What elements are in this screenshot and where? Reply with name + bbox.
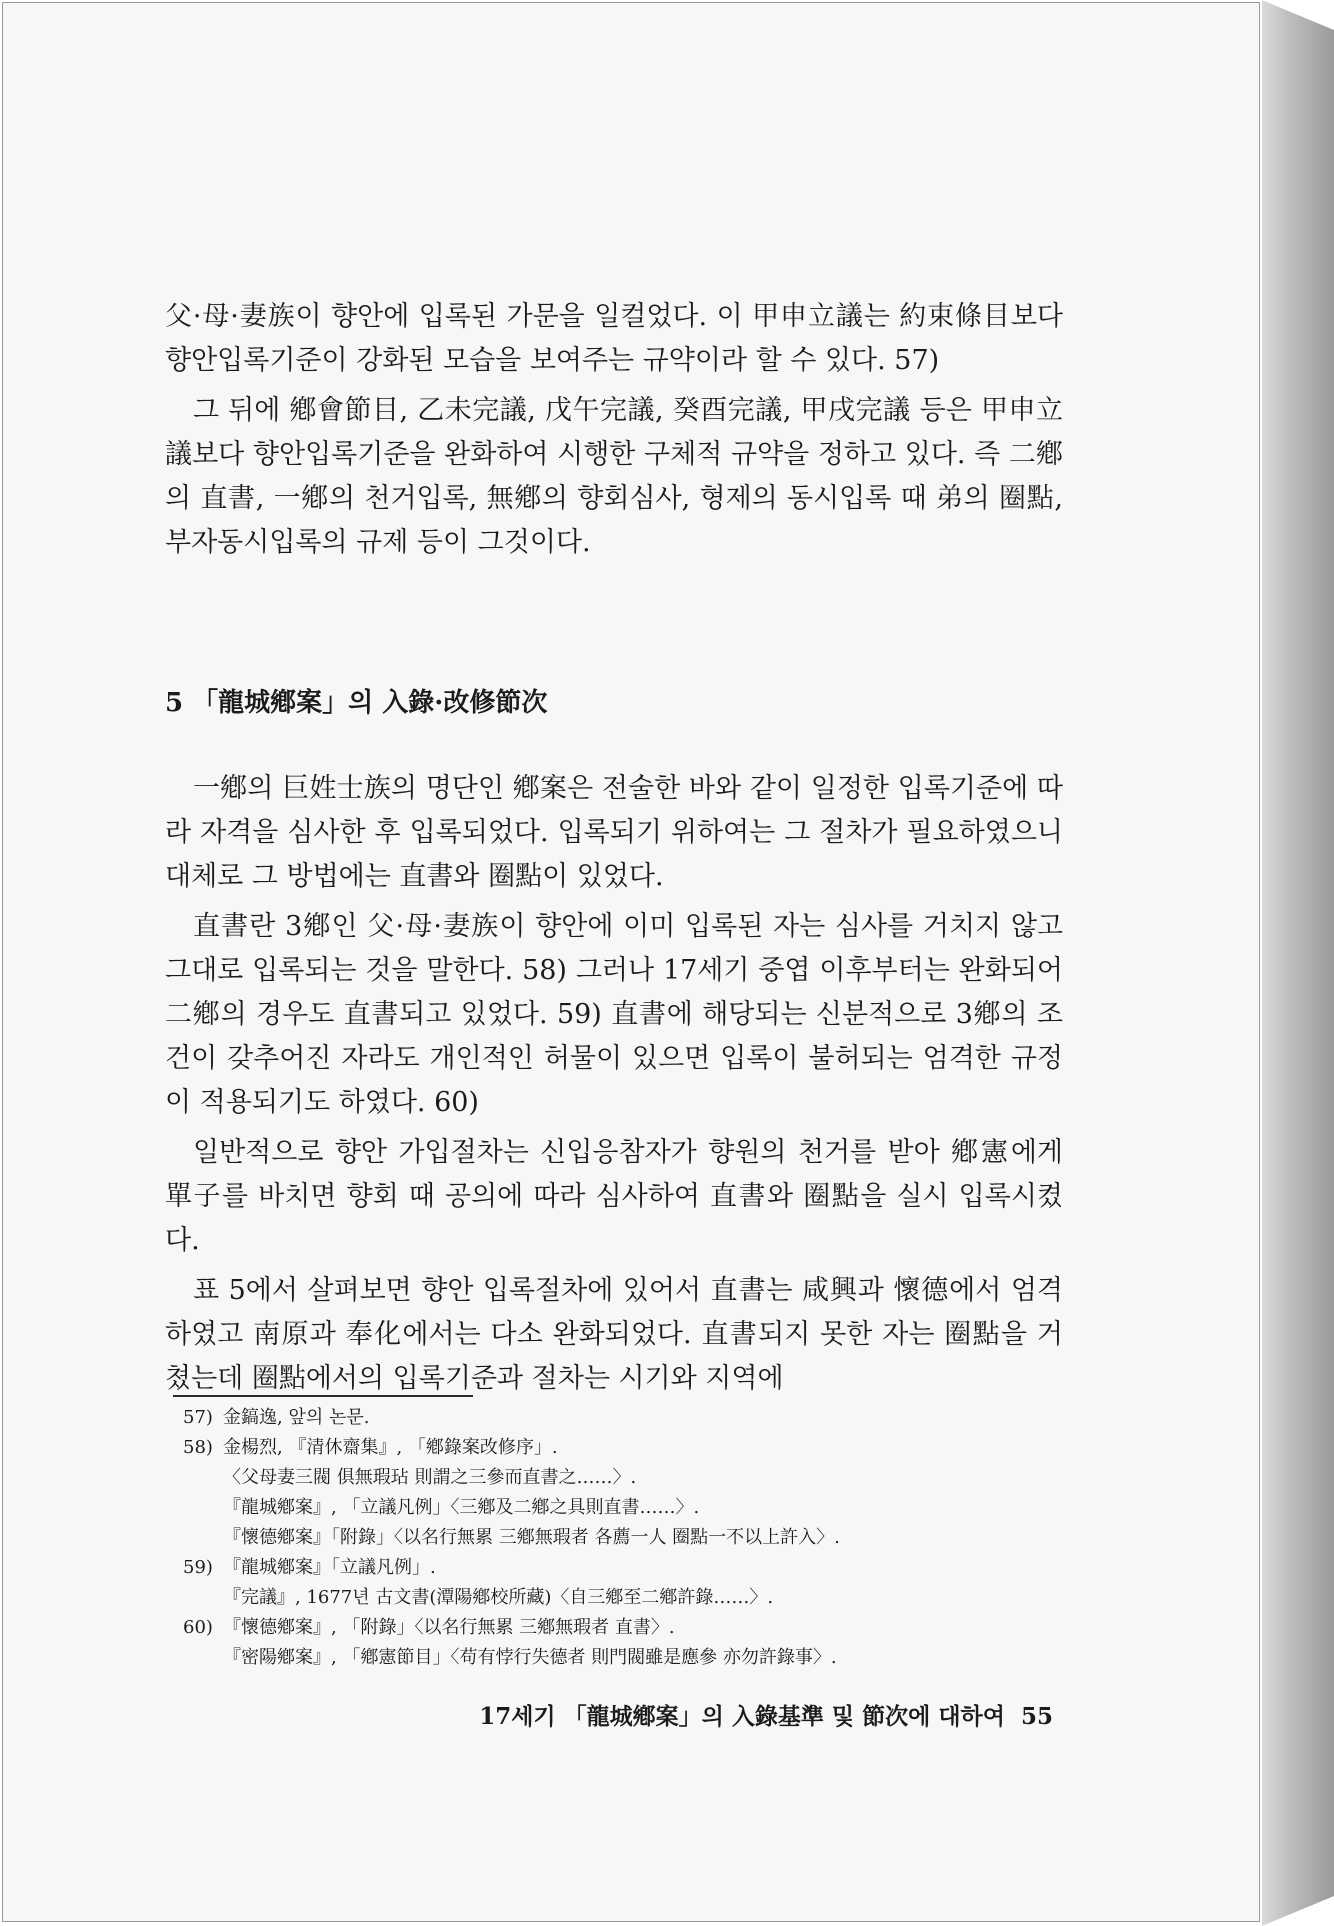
paragraph-3: 一鄕의 巨姓士族의 명단인 鄕案은 전술한 바와 같이 일정한 입록기준에 따라 자격을 심사한 후 입록되었다. 입록되기 위하여는 그 절차가 필요하였으니 대체로 그 방법에는 直書와 圈點이 있었다. — [165, 773, 1063, 892]
footnote-57: 57) 金鎬逸, 앞의 논문. — [183, 1407, 370, 1428]
book-edge-shadow — [1262, 0, 1334, 1926]
book-page — [2, 2, 1260, 1922]
footnote-58-line-2: 〈父母妻三閥 俱無瑕玷 則謂之三參而直書之……〉. — [223, 1467, 637, 1488]
footnote-58-line-4: 『懷德鄕案』「附錄」〈以名行無累 三鄕無瑕者 各薦一人 圈點一不以上許入〉. — [223, 1527, 840, 1548]
main-text-block — [165, 767, 1063, 1407]
running-footer — [423, 1699, 1053, 1735]
footnote-58: 58) 金楊烈, 『清休齋集』, 「鄕錄案改修序」. — [183, 1437, 558, 1458]
footnotes — [183, 1403, 1043, 1673]
footnote-60: 60) 『懷德鄕案』, 「附錄」〈以名行無累 三鄕無瑕者 直書〉. — [183, 1617, 675, 1638]
footnote-59: 59) 『龍城鄕案』「立議凡例」. — [183, 1557, 436, 1578]
section-heading: 5 「龍城鄕案」의 入錄·改修節次 — [165, 688, 548, 718]
page-number: 55 — [1020, 1703, 1053, 1730]
running-title: 17세기 「龍城鄕案」의 入錄基準 및 節次에 대하여 — [479, 1703, 1005, 1730]
paragraph-5: 일반적으로 향안 가입절차는 신입응참자가 향원의 천거를 받아 鄕憲에게 單子를 바치면 향회 때 공의에 따라 심사하여 直書와 圈點을 실시 입록시켰다. — [165, 1137, 1063, 1256]
footnote-58-line-3: 『龍城鄕案』, 「立議凡例」〈三鄕及二鄕之具則直書……〉. — [223, 1497, 700, 1518]
paragraph-2: 그 뒤에 鄕會節目, 乙未完議, 戊午完議, 癸酉完議, 甲戌完議 등은 甲申立議보다 향안입록기준을 완화하여 시행한 구체적 규약을 정하고 있다. 즉 二鄕의 直書, 一鄕의 천거입록, 無鄕의 향회심사, 형제의 동시입록 때 弟의 圈點, 부자동시입록의 규제 등이 그것이다. — [165, 395, 1063, 558]
footnote-divider — [173, 1395, 473, 1397]
paragraph-4: 直書란 3鄕인 父·母·妻族이 향안에 이미 입록된 자는 심사를 거치지 않고 그대로 입록되는 것을 말한다. 58) 그러나 17세기 중엽 이후부터는 완화되어 二鄕의 경우도 直書되고 있었다. 59) 直書에 해당되는 신분적으로 3鄕의 조건이 갖추어진 자라도 개인적인 허물이 있으면 입록이 불허되는 엄격한 규정이 적용되기도 하였다. 60) — [165, 911, 1063, 1118]
footnote-60-line-2: 『密陽鄕案』, 「鄕憲節目」〈苟有悖行失德者 則門閥雖是應參 亦勿許錄事〉. — [223, 1647, 837, 1668]
footnote-59-line-2: 『完議』, 1677년 古文書(潭陽鄕校所藏)〈自三鄕至二鄕許錄……〉. — [223, 1587, 774, 1608]
paragraph-1: 父·母·妻族이 향안에 입록된 가문을 일컬었다. 이 甲申立議는 約束條目보다 향안입록기준이 강화된 모습을 보여주는 규약이라 할 수 있다. 57) — [165, 301, 1063, 376]
top-text-block — [165, 295, 1063, 571]
paragraph-6: 표 5에서 살펴보면 향안 입록절차에 있어서 直書는 咸興과 懷德에서 엄격하였고 南原과 奉化에서는 다소 완화되었다. 直書되지 못한 자는 圈點을 거쳤는데 圈點에서의 입록기준과 절차는 시기와 지역에 — [165, 1275, 1063, 1394]
